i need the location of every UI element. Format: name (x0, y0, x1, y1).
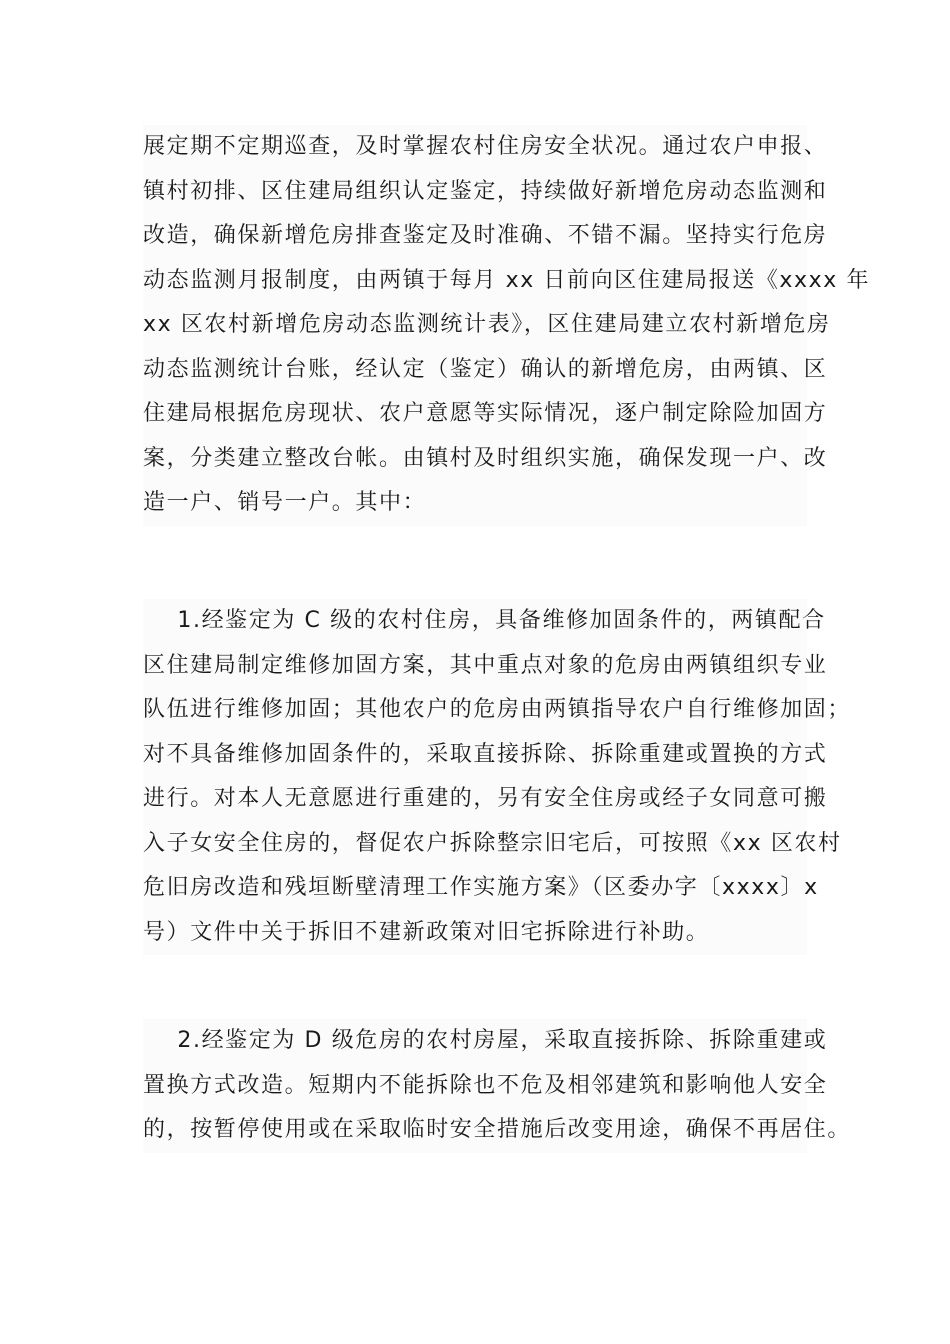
paragraph-intro (143, 125, 871, 526)
text-line: 住建局根据危房现状、农户意愿等实际情况，逐户制定除险加固方 (143, 401, 828, 426)
text-line: 危旧房改造和残垣断壁清理工作实施方案》（区委办字〔xxxx〕x (143, 875, 819, 900)
text-line: 展定期不定期巡查，及时掌握农村住房安全状况。通过农户申报、 (143, 134, 828, 159)
text-line: 区住建局制定维修加固方案，其中重点对象的危房由两镇组织专业 (143, 652, 828, 678)
text-line: xx 区农村新增危房动态监测统计表》，区住建局建立农村新增危房 (143, 312, 831, 337)
text-line: 队伍进行维修加固；其他农户的危房由两镇指导农户自行维修加固； (143, 697, 852, 722)
text-line: 2.经鉴定为 D 级危房的农村房屋，采取直接拆除、拆除重建或 (143, 1028, 828, 1053)
paragraph-item-2 (143, 1019, 852, 1153)
text-line: 1.经鉴定为 C 级的农村住房，具备维修加固条件的，两镇配合 (143, 608, 826, 633)
text-line: 号）文件中关于拆旧不建新政策对旧宅拆除进行补助。 (143, 919, 710, 945)
text-line: 进行。对本人无意愿进行重建的，另有安全住房或经子女同意可搬 (143, 786, 828, 811)
text-line: 的，按暂停使用或在采取临时安全措施后改变用途，确保不再居住。 (143, 1117, 852, 1142)
text-line: 入子女安全住房的，督促农户拆除整宗旧宅后，可按照《xx 区农村 (143, 830, 842, 856)
text-line: 动态监测统计台账，经认定（鉴定）确认的新增危房，由两镇、区 (143, 356, 828, 382)
paragraph-item-1 (143, 599, 852, 955)
text-line: 案，分类建立整改台帐。由镇村及时组织实施，确保发现一户、改 (143, 445, 828, 471)
text-line: 对不具备维修加固条件的，采取直接拆除、拆除重建或置换的方式 (143, 741, 828, 767)
text-line: 动态监测月报制度，由两镇于每月 xx 日前向区住建局报送《xxxx 年 (143, 267, 871, 293)
text-line: 改造，确保新增危房排查鉴定及时准确、不错不漏。坚持实行危房 (143, 223, 828, 248)
text-line: 置换方式改造。短期内不能拆除也不危及相邻建筑和影响他人安全 (143, 1072, 828, 1098)
text-line: 镇村初排、区住建局组织认定鉴定，持续做好新增危房动态监测和 (143, 178, 828, 204)
text-line: 造一户、销号一户。其中： (143, 490, 427, 515)
